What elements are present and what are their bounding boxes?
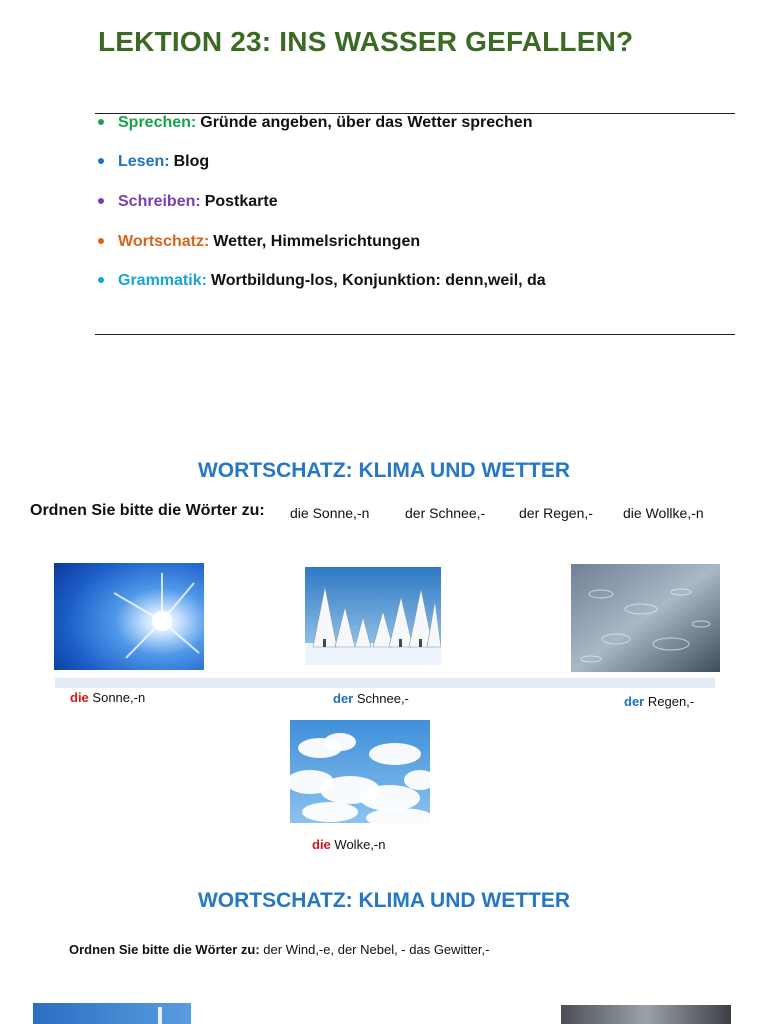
caption-article: der: [333, 691, 354, 706]
rain-image: [571, 564, 720, 672]
caption-snow: [333, 691, 409, 706]
bullet-icon: [98, 198, 104, 204]
topic-text: Wortbildung-los, Konjunktion: denn,weil, da: [210, 272, 546, 289]
topic-item-lesen: [98, 153, 209, 173]
topic-item-wortschatz: [98, 233, 420, 253]
topic-item-grammatik: [98, 272, 546, 292]
topic-text: Postkarte: [204, 193, 278, 210]
caption-sun: [70, 690, 145, 705]
storm-image: [561, 1005, 731, 1024]
word-option: die Sonne,-n: [290, 505, 370, 521]
caption-rain: [624, 694, 694, 709]
caption-clouds: [312, 837, 385, 852]
page-title: LEKTION 23: INS WASSER GEFALLEN?: [98, 26, 634, 57]
instruction-label: Ordnen Sie bitte die Wörter zu:: [69, 942, 260, 957]
word-option: der Schnee,-: [405, 505, 486, 521]
caption-band: [55, 678, 715, 688]
caption-noun: Sonne,-n: [92, 690, 146, 705]
topic-text: Blog: [173, 153, 210, 170]
section-heading: WORTSCHATZ: KLIMA UND WETTER: [197, 459, 571, 482]
caption-article: der: [624, 694, 645, 709]
caption-article: die: [70, 690, 89, 705]
instruction-text: Ordnen Sie bitte die Wörter zu:: [30, 502, 265, 519]
bullet-icon: [98, 158, 104, 164]
bottom-divider: [95, 334, 735, 335]
instruction-text: [69, 942, 489, 957]
clouds-image: [290, 720, 430, 823]
caption-noun: Regen,-: [647, 694, 695, 709]
topic-key: Sprechen:: [118, 114, 197, 131]
topic-key: Grammatik:: [118, 272, 207, 289]
word-option: der Regen,-: [519, 505, 593, 521]
snow-image: [305, 567, 441, 665]
word-option: die Wollke,-n: [623, 505, 704, 521]
topic-text: Gründe angeben, über das Wetter sprechen: [200, 114, 533, 131]
caption-article: die: [312, 837, 331, 852]
topic-item-sprechen: [98, 114, 532, 134]
topic-key: Wortschatz:: [118, 233, 210, 250]
caption-noun: Schnee,-: [356, 691, 409, 706]
sun-image: [54, 563, 204, 670]
topic-key: Lesen:: [118, 153, 170, 170]
topic-key: Schreiben:: [118, 193, 201, 210]
section-heading: WORTSCHATZ: KLIMA UND WETTER: [197, 889, 571, 912]
bullet-icon: [98, 238, 104, 244]
topic-text: Wetter, Himmelsrichtungen: [213, 233, 421, 250]
instruction-words: der Wind,-e, der Nebel, - das Gewitter,-: [259, 942, 490, 957]
wind-image: [33, 1003, 191, 1024]
bullet-icon: [98, 277, 104, 283]
topic-item-schreiben: [98, 193, 278, 213]
caption-noun: Wolke,-n: [334, 837, 386, 852]
bullet-icon: [98, 119, 104, 125]
